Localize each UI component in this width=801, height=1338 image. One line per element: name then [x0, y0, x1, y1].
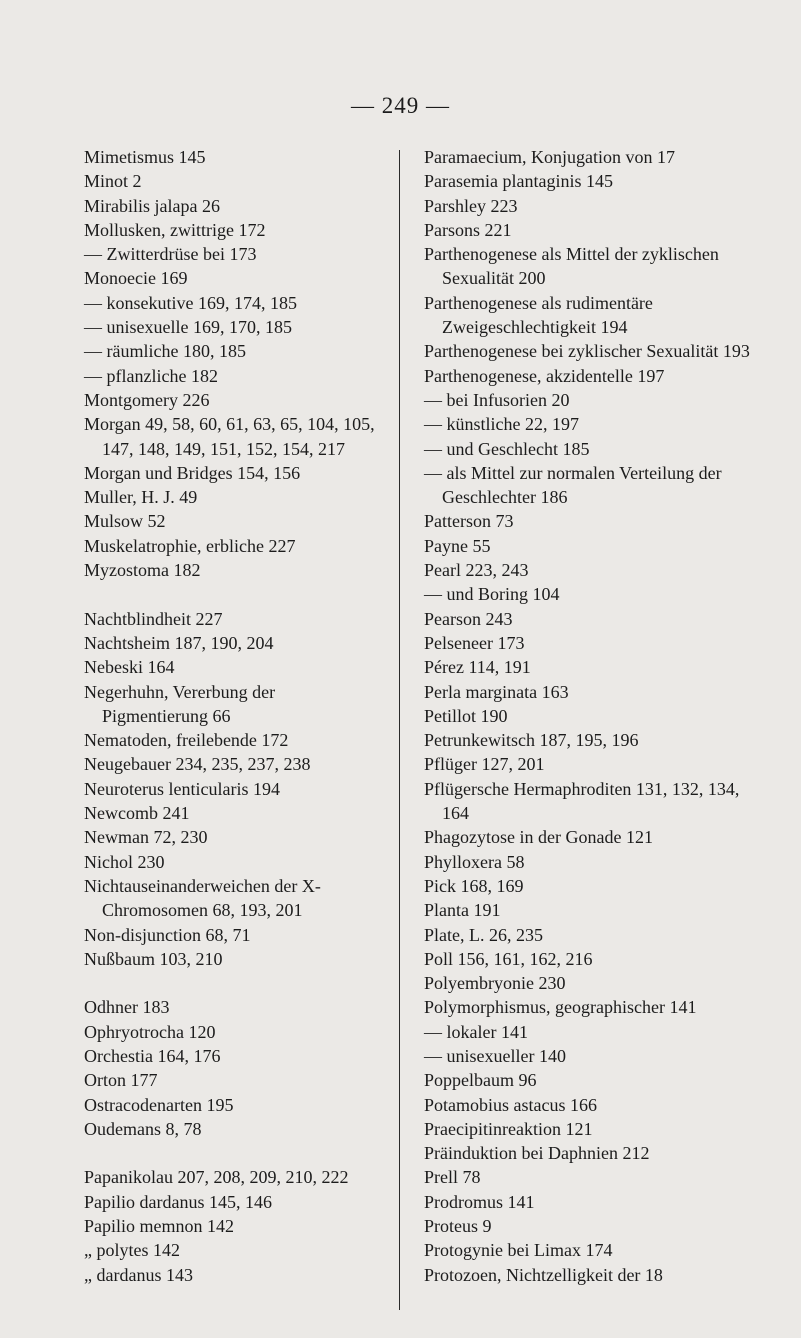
index-entry: Montgomery 226 — [84, 389, 210, 410]
index-entry: Nichtauseinanderweichen der X-Chromosomen 68, 193, 201 — [84, 875, 321, 921]
index-entry: Odhner 183 — [84, 997, 170, 1018]
index-entry: Petrunkewitsch 187, 195, 196 — [424, 730, 639, 751]
index-entry: — unisexueller 140 — [424, 1045, 566, 1066]
index-entry: Nußbaum 103, 210 — [84, 948, 223, 969]
index-entry: Protogynie bei Limax 174 — [424, 1240, 613, 1261]
index-entry: — als Mittel zur normalen Verteilung der Geschlechter 186 — [424, 462, 722, 508]
index-entry: Parasemia plantaginis 145 — [424, 171, 613, 192]
index-column-left — [84, 145, 384, 1287]
index-entry: Orton 177 — [84, 1070, 158, 1091]
index-entry: Perla marginata 163 — [424, 681, 569, 702]
index-entry: Negerhuhn, Vererbung der Pigmentierung 66 — [84, 681, 276, 726]
index-entry: Pearson 243 — [424, 608, 513, 629]
index-entry: — räumliche 180, 185 — [84, 341, 246, 362]
index-entry: Praecipitinreaktion 121 — [424, 1118, 593, 1139]
index-entry: — Zwitterdrüse bei 173 — [84, 244, 257, 265]
index-entry: Pflügersche Hermaphroditen 131, 132, 134, 164 — [424, 778, 740, 824]
index-entry: „ dardanus 143 — [84, 1264, 193, 1285]
index-entry: Nachtsheim 187, 190, 204 — [84, 632, 274, 653]
column-divider — [399, 150, 400, 1310]
index-entry: Prell 78 — [424, 1167, 481, 1188]
index-entry: Poll 156, 161, 162, 216 — [424, 948, 593, 969]
index-entry: Orchestia 164, 176 — [84, 1045, 221, 1066]
index-entry: — pflanzliche 182 — [84, 365, 218, 386]
index-entry: Neugebauer 234, 235, 237, 238 — [84, 754, 311, 775]
index-entry: „ polytes 142 — [84, 1240, 180, 1261]
index-entry: Potamobius astacus 166 — [424, 1094, 597, 1115]
index-entry: Prodromus 141 — [424, 1191, 535, 1212]
index-entry: Mirabilis jalapa 26 — [84, 195, 220, 216]
index-column-right — [424, 145, 754, 1287]
index-entry: Paramaecium, Konjugation von 17 — [424, 147, 675, 167]
index-entry: Papanikolau 207, 208, 209, 210, 222 — [84, 1167, 349, 1188]
index-entry: Plate, L. 26, 235 — [424, 924, 543, 945]
index-entry: Parthenogenese als Mittel der zyklischen Sexualität 200 — [424, 244, 719, 289]
index-entry: Ostracodenarten 195 — [84, 1094, 234, 1115]
section-gap — [84, 1141, 384, 1165]
page-number: — 249 — — [351, 93, 450, 118]
index-entry: Parsons 221 — [424, 219, 512, 240]
index-entry: Ophryotrocha 120 — [84, 1021, 216, 1042]
index-entry: Payne 55 — [424, 535, 491, 556]
index-entry: Petillot 190 — [424, 705, 508, 726]
index-entry: Phagozytose in der Gonade 121 — [424, 827, 653, 848]
index-entry: Protozoen, Nichtzelligkeit der 18 — [424, 1264, 663, 1285]
index-entry: Pflüger 127, 201 — [424, 754, 545, 775]
index-entry: — und Boring 104 — [424, 584, 560, 605]
index-entry: Myzostoma 182 — [84, 560, 201, 581]
section-gap — [84, 971, 384, 995]
index-entry: Newman 72, 230 — [84, 827, 208, 848]
index-entry: Pelseneer 173 — [424, 632, 525, 653]
index-entry: Morgan 49, 58, 60, 61, 63, 65, 104, 105, 147, 148, 149, 151, 152, 154, 217 — [84, 414, 375, 459]
index-entry: Nebeski 164 — [84, 657, 175, 678]
index-entry: Oudemans 8, 78 — [84, 1118, 202, 1139]
index-entry: Polymorphismus, geographischer 141 — [424, 997, 697, 1018]
index-entry: Präinduktion bei Daphnien 212 — [424, 1143, 650, 1164]
index-entry: Newcomb 241 — [84, 803, 190, 824]
index-entry: Parthenogenese als rudimentäre Zweigeschlechtigkeit 194 — [424, 292, 653, 338]
index-entry: Pick 168, 169 — [424, 875, 524, 896]
index-entry: Parthenogenese, akzidentelle 197 — [424, 365, 665, 386]
index-entry: Neuroterus lenticularis 194 — [84, 778, 280, 799]
index-entry: Parshley 223 — [424, 195, 518, 216]
index-entry: — unisexuelle 169, 170, 185 — [84, 317, 292, 338]
index-entry: Poppelbaum 96 — [424, 1070, 537, 1091]
index-entry: — und Geschlecht 185 — [424, 438, 590, 459]
index-entry: — künstliche 22, 197 — [424, 414, 579, 435]
index-entry: — bei Infusorien 20 — [424, 389, 570, 410]
section-gap — [84, 582, 384, 606]
index-entry: Proteus 9 — [424, 1216, 492, 1237]
index-entry: Polyembryonie 230 — [424, 973, 566, 994]
index-entry: Muskelatrophie, erbliche 227 — [84, 535, 296, 556]
index-entry: Mimetismus 145 — [84, 147, 206, 167]
index-entry: Nichol 230 — [84, 851, 165, 872]
index-entry: Patterson 73 — [424, 511, 514, 532]
index-entry: Parthenogenese bei zyklischer Sexualität 193 — [424, 341, 750, 362]
index-entry: Papilio dardanus 145, 146 — [84, 1191, 272, 1212]
index-entry: Minot 2 — [84, 171, 142, 192]
index-entry: — lokaler 141 — [424, 1021, 528, 1042]
index-entry: Nematoden, freilebende 172 — [84, 730, 289, 751]
index-entry: Muller, H. J. 49 — [84, 487, 198, 508]
index-entry: Pérez 114, 191 — [424, 657, 531, 678]
index-entry: Morgan und Bridges 154, 156 — [84, 462, 301, 483]
index-entry: Phylloxera 58 — [424, 851, 525, 872]
index-entry: Mollusken, zwittrige 172 — [84, 219, 266, 240]
index-entry: Monoecie 169 — [84, 268, 188, 289]
index-entry: Papilio memnon 142 — [84, 1216, 234, 1237]
index-entry: — konsekutive 169, 174, 185 — [84, 292, 297, 313]
index-entry: Non-disjunction 68, 71 — [84, 924, 251, 945]
index-entry: Planta 191 — [424, 900, 501, 921]
index-entry: Nachtblindheit 227 — [84, 608, 223, 629]
index-entry: Pearl 223, 243 — [424, 560, 529, 581]
index-entry: Mulsow 52 — [84, 511, 166, 532]
